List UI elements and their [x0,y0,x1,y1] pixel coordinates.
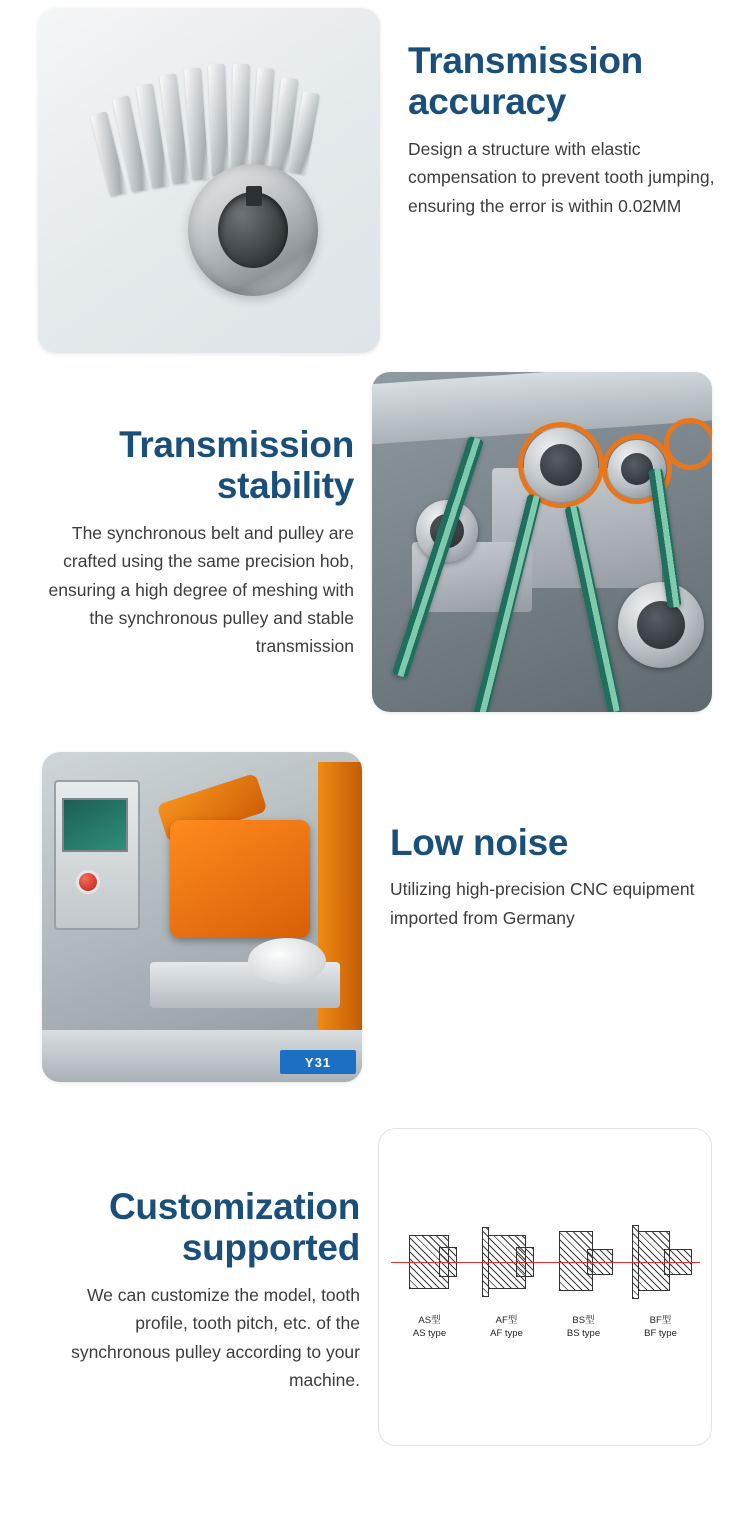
feature-transmission-accuracy [0,0,750,353]
belt-illustration [372,372,712,712]
pulley-figure-bf [626,1217,696,1341]
gear-photo [38,8,380,353]
page-title-low-noise: Low noise [390,822,569,863]
feature-customization [0,1128,750,1446]
page-title-customization: Customization supported [109,1186,360,1269]
bf-drawing [626,1217,696,1307]
gear-illustration [38,8,380,353]
emergency-stop-button[interactable] [76,870,100,894]
bs-drawing [549,1217,619,1307]
af-drawing [472,1217,542,1307]
pulley-figure-bs [549,1217,619,1341]
accuracy-text [380,0,750,220]
cnc-screen [62,798,128,852]
belt-pulley-photo [372,372,712,712]
cnc-illustration [42,752,362,1082]
low-noise-description: Utilizing high-precision CNC equipment imported from Germany [390,879,695,928]
as-drawing [395,1217,465,1307]
customization-description: We can customize the model, tooth profile, tooth pitch, etc. of the synchronous pulley according to your machine. [71,1284,360,1390]
stability-text [0,372,372,661]
low-noise-text [362,752,750,932]
machine-model-tag: Y31 [280,1050,356,1074]
customization-text [0,1128,378,1394]
pulley-figure-af [472,1217,542,1341]
gear-body [96,60,328,302]
gear-keyway [246,186,262,206]
feature-transmission-stability [0,372,750,712]
cnc-workpiece [248,938,326,984]
feature-low-noise [0,752,750,1082]
page-title-accuracy: Transmission accuracy [408,40,643,123]
diagram-row [379,1129,711,1445]
stability-description: The synchronous belt and pulley are crafted using the same precision hob, ensuring a high degree of meshing with the synchronous pulley and stable transmission [48,522,354,657]
bs-label: BS型 BS type [566,1315,601,1339]
accuracy-description: Design a structure with elastic compensation to prevent tooth jumping, ensuring the error is within 0.02MM [408,138,715,216]
cnc-machine-photo [42,752,362,1082]
pulley-type-diagram [378,1128,712,1446]
af-label: AF型 AF type [490,1315,523,1339]
cnc-column [318,762,362,1062]
bf-label: BF型 BF type [644,1315,677,1339]
pulley-figure-as [395,1217,465,1341]
cnc-hob-head [170,820,310,938]
page-title-stability: Transmission stability [119,424,354,507]
as-label: AS型 AS type [412,1315,447,1339]
